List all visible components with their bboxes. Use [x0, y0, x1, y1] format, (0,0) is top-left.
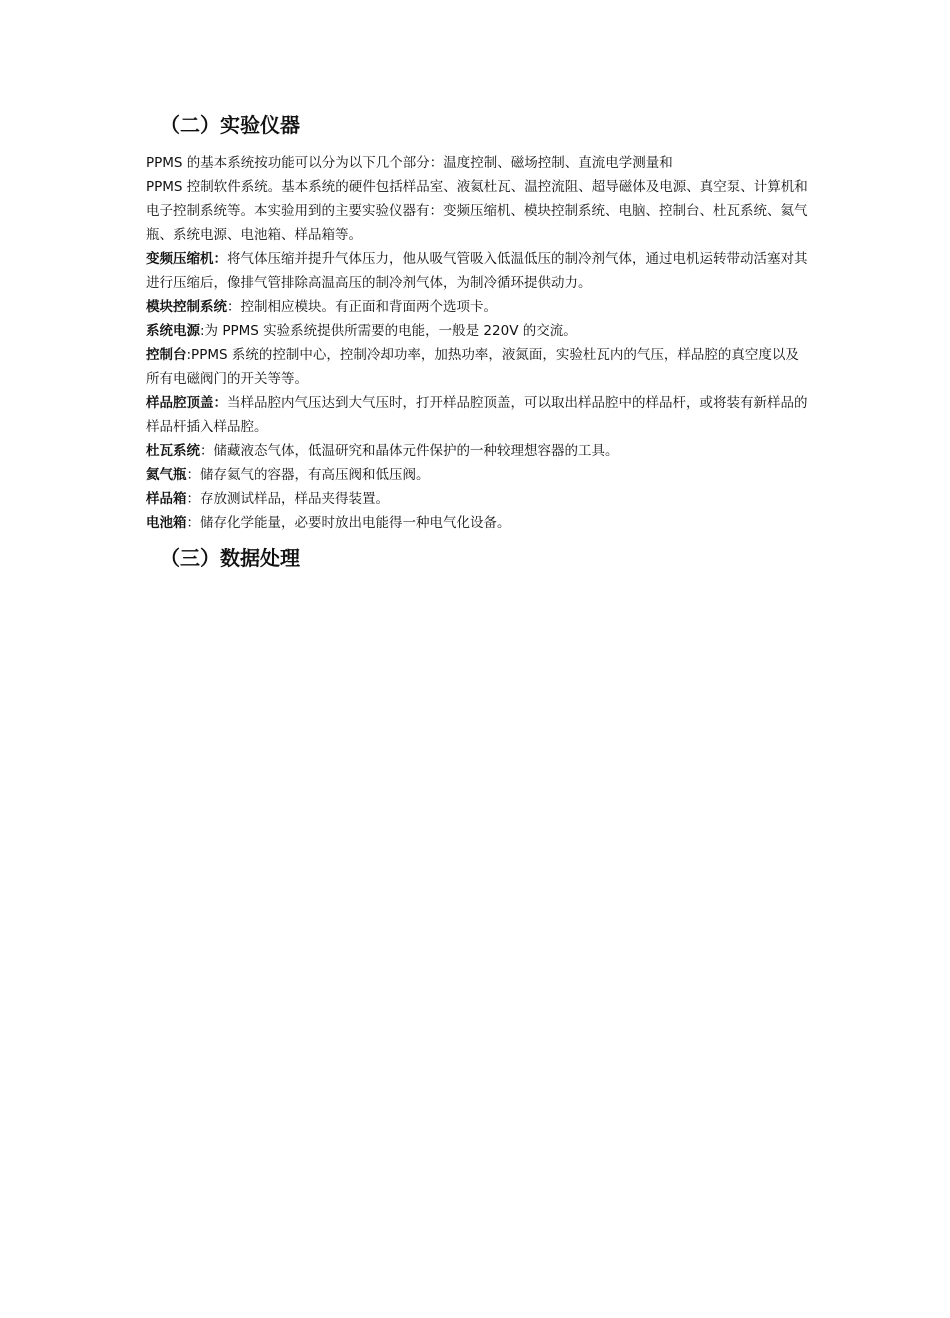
instrument-description: ：控制相应模块。有正面和背面两个选项卡。	[227, 299, 497, 315]
section-heading-data-processing: （三）数据处理	[160, 546, 300, 570]
instrument-item	[146, 439, 811, 463]
instrument-item	[146, 343, 811, 391]
intro-paragraph	[146, 151, 811, 247]
intro-line-1: PPMS 的基本系统按功能可以分为以下几个部分：温度控制、磁场控制、直流电学测量和	[146, 155, 673, 171]
instrument-description: :为 PPMS 实验系统提供所需要的电能，一般是 220V 的交流。	[200, 323, 577, 339]
instrument-item	[146, 319, 811, 343]
instrument-term: 模块控制系统	[146, 299, 227, 315]
instrument-item	[146, 487, 811, 511]
instrument-term: 样品箱	[146, 491, 187, 507]
instrument-term: 氦气瓶	[146, 467, 187, 483]
instrument-item	[146, 295, 811, 319]
instrument-description: ：储存化学能量，必要时放出电能得一种电气化设备。	[186, 515, 511, 531]
instrument-item	[146, 511, 811, 535]
instrument-item	[146, 463, 811, 487]
instrument-description: ：储藏液态气体，低温研究和晶体元件保护的一种较理想容器的工具。	[200, 443, 619, 459]
instrument-term: 变频压缩机：	[146, 251, 227, 267]
instrument-term: 控制台	[146, 347, 187, 363]
instrument-description: ：存放测试样品，样品夹得装置。	[186, 491, 389, 507]
instrument-term: 杜瓦系统	[146, 443, 200, 459]
instrument-term: 电池箱	[146, 515, 187, 531]
instrument-description: 将气体压缩并提升气体压力，他从吸气管吸入低温低压的制冷剂气体，通过电机运转带动活塞对其进行压缩后，像排气管排除高温高压的制冷剂气体，为制冷循环提供动力。	[146, 251, 808, 291]
instrument-item	[146, 247, 811, 295]
section-heading-instruments: （二）实验仪器	[160, 113, 300, 137]
instrument-description: 当样品腔内气压达到大气压时，打开样品腔顶盖，可以取出样品腔中的样品杆，或将装有新样品的样品杆插入样品腔。	[146, 395, 808, 435]
section-body	[146, 151, 811, 535]
instrument-description: ：储存氦气的容器，有高压阀和低压阀。	[186, 467, 430, 483]
instrument-description: :PPMS 系统的控制中心，控制冷却功率，加热功率，液氮面，实验杜瓦内的气压，样品腔的真空度以及所有电磁阀门的开关等等。	[146, 347, 799, 387]
intro-line-2: PPMS 控制软件系统。基本系统的硬件包括样品室、液氦杜瓦、温控流阻、超导磁体及电源、真空泵、计算机和电子控制系统等。本实验用到的主要实验仪器有：变频压缩机、模块控制系统、电脑、控制台、杜瓦系统、氦气瓶、系统电源、电池箱、样品箱等。	[146, 179, 808, 243]
instrument-term: 样品腔顶盖：	[146, 395, 227, 411]
instrument-item	[146, 391, 811, 439]
instrument-term: 系统电源	[146, 323, 200, 339]
